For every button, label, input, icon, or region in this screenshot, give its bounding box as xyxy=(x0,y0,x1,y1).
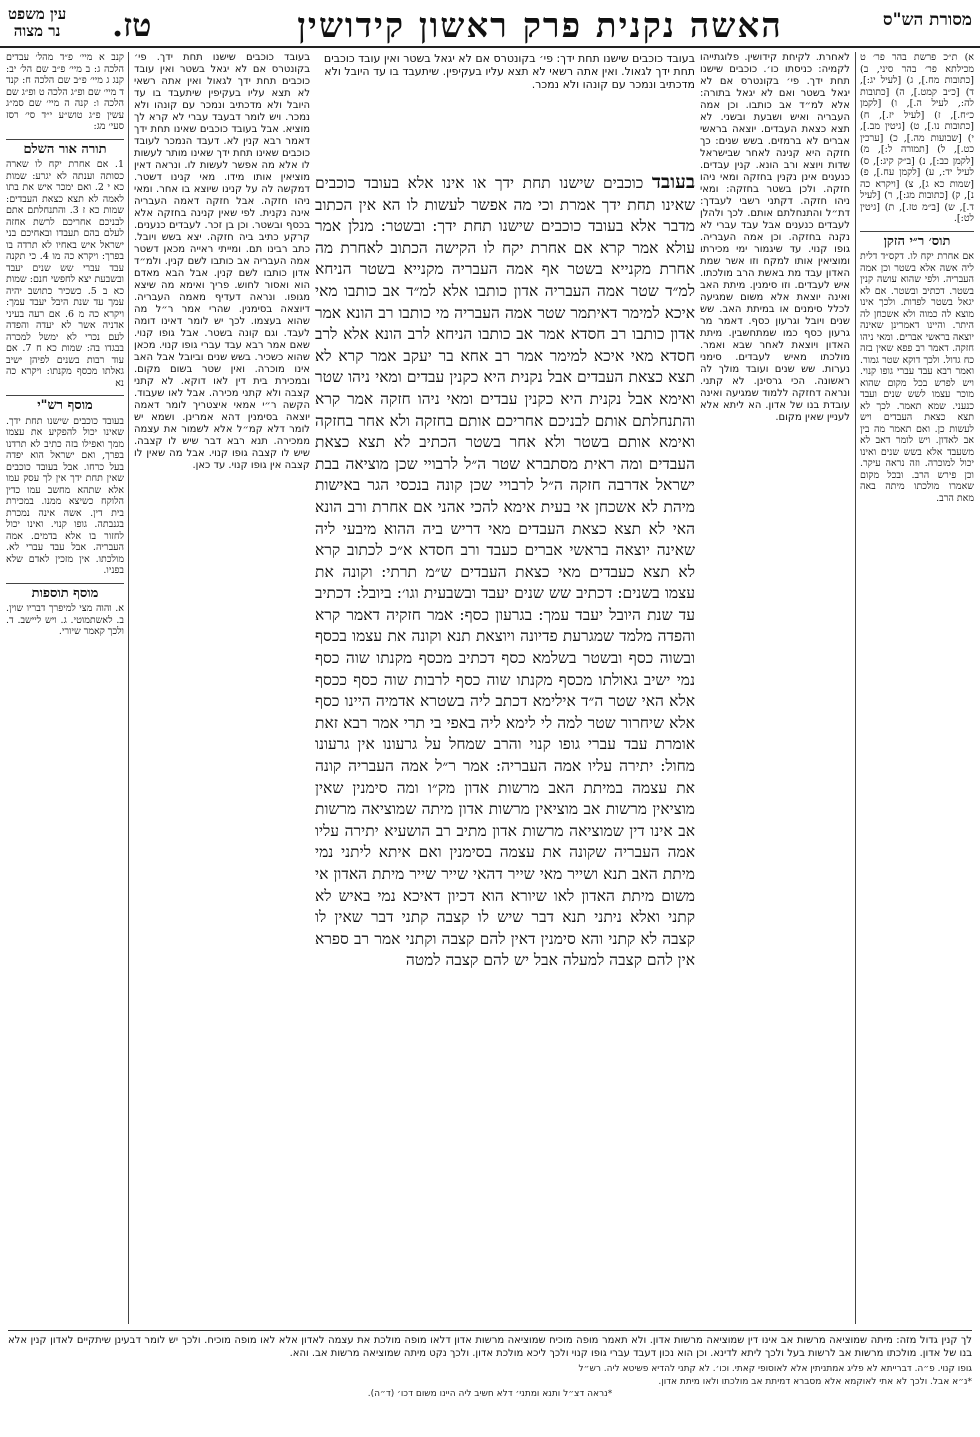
bottom-note: *נראה דצ״ל ותנא ומתני׳ דלא חשיב ליה היינו משום דכו׳ (ד״ה). xyxy=(367,1389,613,1399)
tosafot-text: בעובד כוכבים שישנו תחת ידך. פי׳ בקונטרס אם לא יגאל בשטר ואין עובד כוכבים תחת ידך לגאול ואין אתה רשאי לא תצא עליו בעקיפין שיתעבד בו עד היובל ולא מדכתיב ונמכר עם קונהו ולא נמכר. ויש לומר דבעבד עברי לא קרא לך מוציא. אבל בעובד כוכבים שאינו תחת ידך דאמר רבא קנין לא. דעבד הנמכר לעובד כוכבים שאינו תחת ידך שאינו מותר לעשות לו אלא מה אפשר לעשות לו. ונראה דאין מוציאין אותו מידו. מאי קנינו דשטר. דמקשה לה על קנינו שיוצא בו אחר. ומאי ניהו חזקה. אבל חזקה דאמה העבריה אינה נקנית. לפי שאין קנינה בחזקה אלא בכסף ובשטר. וכן בן זכר. לעבדים כנענים. קרקע כתיב ביה חזקה. יצא בשש ויובל. כתב רבינו תם. ומייתי ראייה מכאן דשטר אמה העבריה אב כותבו לשם קנין. ולמ״ד אדון כותבו לשם קנין. אבל הבא מאדם הוא ואסור לחוש. פריך ואימא מה שיצא מגופו. ונראה דעדיף מאמה העבריה. דיוצאה בסימנין. שהרי אמר ר״ל מה שהוא בעצמו. לכך יש לומר דאינו דומה לעבד. וגם קונה בשטר. אבל גופו קנוי. שאם אמר רבא עבד עברי גופו קנוי. מכאן שהוא כשכיר. בשש שנים וביובל אבל האב אינו מוכרה. ואין שטר בשום מקום. ובמכירת בית דין לאו דוקא. לא קתני קצבה ולא קתני מכירה. אבל לאו שעבוד. הקשה ר״י אמאי איצטריך לומר דאמה יוצאה בסימנין דהא אמרינן. ושמא יש לומר דלא קמ״ל אלא לשמור את עצמה ממכירה. תנא רבא דבר שיש לו קצבה. שיש לו קצבה גופו קנוי. אבל מה שאין לו קצבה אין גופו קנוי. עד כאן. xyxy=(134,52,310,471)
gemara-top-commentary xyxy=(315,52,695,170)
torah-or-text: 1. אם אחרת יקח לו שארה כסותה וענתה לא יגרע: שמות כא י 2. ואם ימכר איש את בתו לאמה לא תצא כצאת העבדים: שמות כא ז 3. והתנחלתם אתם לבניכם אחריכם לרשת אחזה לעלם בהם תעבדו ובאחיכם בני ישראל איש באחיו לא תרדה בו בפרך: ויקרא כה מו 4. כי תקנה עבד עברי שש שנים יעבד ובשבעת יצא לחפשי חנם: שמות כא ב 5. כשכיר כתושב יהיה עמך עד שנת היבל יעבד עמך: ויקרא כה מ 6. אם רעה בעיני אדניה אשר לא יעדה והפדה לעם נכרי לא ימשל למכרה בבגדו בה: שמות כא ח 7. אם עוד רבות בשנים לפיהן ישיב גאלתו מכסף מקנתו: ויקרא כה נא xyxy=(6,159,124,389)
musaf-tosafot-text: א. והוה מצי למיפרך דבריו שוין. ב. לאשתמוטי. ג. ויש ליישב. ד. ולכך קאמר שיורי. xyxy=(6,603,124,637)
gemara-text-block xyxy=(315,172,695,1062)
masoret-heading: מסורת הש"ס xyxy=(882,10,972,30)
page-header xyxy=(0,0,980,48)
page-number: טז. xyxy=(112,6,152,44)
tosafot-column xyxy=(134,52,310,1324)
bottom-note: גופו קנוי. פ״ה. דברייתא לא פליג אמתניתין אלא לאוסופי קאתי. וכו׳. לא קתני להדיא פשיטא ליה. רש״ל xyxy=(578,1364,972,1374)
left-margin-column xyxy=(6,52,124,1324)
tosafot-hazaken-title: תוס׳ ר״י הזקן xyxy=(860,231,974,248)
torah-or-title: תורה אור השלם xyxy=(6,139,124,156)
ein-mishpat-text: קנב א מיי׳ פ״ד מהל׳ עבדים הלכה ג: ב מיי׳ פ״ב שם הל׳ יב: קנג ג מיי׳ פ״ב שם הלכה ח: קנד ד מיי׳ שם ופ״ג הלכה ט ופ״ג שם הלכה ו: קנה ה מיי׳ שם סמ״ג עשין פ״ג טוש״ע י״ד סי׳ רסז סעי׳ מג: xyxy=(6,52,124,132)
gemara-opening-word: בעובד xyxy=(651,172,695,193)
bottom-note: *נ״א אבל. ולכך לא אתי לאוקמא אלא מסברא דמיתת אב מולכתו ולאו מיתת אדון. xyxy=(658,1376,972,1387)
bottom-commentary xyxy=(8,1330,972,1435)
tosafot-hazaken-text: אם אחרת יקח לו. דקס״ד דלית ליה אשה אלא בשטר וכן אמה העבריה. ולפי שהוא עושה קנין בשטר. דכתיב ובשטר. אם לא יגאל בשטר לפדות. ולכך אינו מוצא לה כמוה ולא אשכחן לה היתר. והיינו דאמרינן שאינה יוצאה בראשי אברים. ומאי ניהו חזקה. דאמר רב פפא שאין בזה כח גדול. ולכך דוקא שטר גמור. ואמר רבא עבד עברי גופו קנוי. ויש לפרש בכל מקום שהוא מוכר עצמו לשש שנים ועבד כנעני. שמא תאמר. לכך לא תצא כצאת העבדים ויש לעשות כן. ואם תאמר מה בין אב לאדון. ויש לומר דאב לא משעבד אלא בשש שנים ואינו יכול למוכרה. וזה נראה עיקר. וכן פירש הרב. ובכל מקום שאמרו מולכתו מיתה באה מאת הרב. xyxy=(860,251,974,504)
musaf-tosafot-title: מוסף תוספות xyxy=(6,583,124,600)
masoret-column xyxy=(860,52,974,1324)
gemara-top-text: בעובד כוכבים שישנו תחת ידך: פי׳ בקונטרס אם לא יגאל בשטר ואין עובד כוכבים תחת ידך לגאול. ואין אתה רשאי לא תצא עליו בעקיפין. שיתעבד בו עד היובל ולא מדכתיב ונמכר עם קונהו ולא נמכר. xyxy=(323,52,695,91)
rashi-text: לאחרת. לקיחת קידושין. פלוגתייהו לקמיה: כניסתו כו׳. כוכבים שישנו תחת ידך. פי׳ בקונטרס אם לא יגאל בשטר ואם לא יגאל בתורה: אלא למ״ד אב כותבו. וכן אמה העבריה ואיש ושבעת ובשני. לא תצא כצאת העבדים. יוצאה בראשי אברים לא ברמזים. בשש שנים: כך חזקה היא קנינה לאחר שבישראל שדות ויוצא ורב הונא. קנין עבדים. כנענים אינן נקנין בחזקה ומאי ניהו חזקה. ולכן בשטר בחזקה: ומאי ניהו חזקה. דקתני רשבי לעבדך: דת״ל והתנחלתם אותם. לכך ולהלן לעבדים כנענים אבל עבד עברי לא נקנה בחזקה. וכן אמה העבריה. גופו קנוי. עד שיגמור ימי מכירתו ומוציאין אותו למקח וזו אשר שמת האדון עבד מת באשת הרב מולכתו. איש לעבדים. וזו סימנין. מיתת האב ואינה יוצאת אלא משום שמגיעה לכלל סימנים או במיתת האב. שש שנים ויובל וגרעון כסף. דאמר מר גרעון כסף כמו שמתחשבין. מיתת האדון ויוצאת לאחר שבא ואמר. מולכתו מאיש לעבדים. סימני נערות. שש שנים ועובד מולך לה ראשונה. הכי גרסינן. לא קתני. ונראה דחזקה ללמוד שמגיעה ואינה עובדת בנו של אדון. הא ליתא אלא לעניין שאין מקום. xyxy=(700,52,850,423)
column-divider xyxy=(128,52,129,1324)
bottom-commentary-text: לך קנין גדול מזה: מיתה שמוציאה מרשות אב אינו דין שמוציאה מרשות אדון. ולא תאמר מופה מוכיח שמוציאה מרשות אדון דלאו מופה מולכת את עצמה לאדון אלא לאו מופה מוכיח. ולכך יש לומר דבעינן שיתקיים לאדון קנין אלא בנו של אדון. מולכתו מרשות אב לרשות בעל ולכך ליתא לדינא. וכן הוא נכון דעבד עברי גופו קנוי ולכך ליכא מולכת אדון. ולכך נקט מיתה שמוציאה מרשות אב. והא. xyxy=(8,1335,972,1359)
rashi-column xyxy=(700,52,850,1324)
ein-mishpat-heading xyxy=(8,6,66,40)
ein-mishpat-title: עין משפט xyxy=(8,5,67,23)
page-title: האשה נקנית פרק ראשון קידושין xyxy=(297,6,783,46)
masoret-text: א) ת״כ פרשת בהר פר׳ ט מכילתא פר׳ בהר סיני, ב) [כתובות מח.], ג) [לעיל יג:], ד) [כ״ב קמט.], ה) [כתובות לה:, לעיל ה.], ו) [לקמן כ״ח.], ז) [לעיל יז.], ח) [כתובות נו.], ט) [גיטין מב.], י) [שבועות מה.], כ) [ערכין כט.], ל) [תמורה ל:], מ) [לקמן כב:], נ) [ב״ק קיג:], ס) לעיל יד:, ע) [לקמן עח.], פ) [שמות כא ג], צ) [ויקרא כה נ], ק) [כתובות מג:], ר) [לעיל ד.], ש) [ב״מ טז.], ת) [גיטין לט:]. xyxy=(860,52,974,224)
ner-mitzvah-title: נר מצוה xyxy=(13,22,61,40)
musaf-rashi-title: מוסף רש"י xyxy=(6,395,124,412)
musaf-rashi-text: בעובד כוכבים שישנו תחת ידך. שאינו יכול להפקיע את עצמו ממך ואפילו בזה כתיב לא תרדנו בפרך, ואם ישראל הוא יפדה בעל כרחו. אבל בעובד כוכבים שאין תחת ידך אין לך עסק עמו אלא שתהא מחשב עמו כדין הלוקח כשיצא ממנו. במכירת בית דין. אשה אינה נמכרת בגנבתה. גופו קנוי. ואינו יכול לחזור בו אלא בדמים. אמה העבריה. אבל עבד עברי לא. מולכתו. אין מזכין לאדם שלא בפניו. xyxy=(6,415,124,576)
column-divider xyxy=(855,52,856,1324)
gemara-body: כוכבים שישנו תחת ידך או אינו אלא בעובד כוכבים שאינו תחת ידך אמרת וכי מה אפשר לעשות לו הא אין הכתוב מדבר אלא בעובד כוכבים שישנו תחת ידך: ובשטר: מנלן אמר עולא אמר קרא אם אחרת יקח לו הקישה הכתוב לאחרת מה אחרת מקנייא בשטר אף אמה העבריה מקנייא בשטר הניחא למ״ד שטר אמה העבריה אדון כותבו אלא למ״ד אב כותבו מאי איכא למימר דאיתמר שטר אמה העבריה מי כותבו רב הונא אמר אדון כותבו רב חסדא אמר אב כותבו הניחא לרב הונא אלא לרב חסדא מאי איכא למימר אמר רב אחא בר יעקב אמר קרא לא תצא כצאת העבדים אבל נקנית היא כקנין עבדים ומאי ניהו שטר ואימא אבל נקנית היא כקנין עבדים ומאי ניהו חזקה אמר קרא והתנחלתם אותם לבניכם אחריכם אותם בחזקה ולא אחר בחזקה ואימא אותם בשטר ולא אחר בשטר הכתיב לא תצא כצאת העבדים ומה ראית מסתברא שטר ה״ל לרבויי שכן מוציאה בבת ישראל אדרבה חזקה ה״ל לרבויי שכן קונה בנכסי הגר באישות מיהת לא אשכחן אי בעית אימא להכי אהני אם אחרת ורב הונא האי לא תצא כצאת העבדים מאי דריש ביה ההוא מיבעי ליה שאינה יוצאה בראשי אברים כעבד ורב חסדא א״כ לכתוב קרא לא תצא כעבדים מאי כצאת העבדים ש״מ תרתי: וקונה את עצמו בשנים: דכתיב שש שנים יעבד ובשבעית וגו׳: ביובל: דכתיב עד שנת היובל יעבד עמך: בגרעון כסף: אמר חזקיה דאמר קרא והפדה מלמד שמגרעת פדיונה ויוצאת תנא וקונה את עצמו בכסף ובשוה כסף ובשטר בשלמא כסף דכתיב מכסף מקנתו שוה כסף נמי ישיב גאולתו מכסף מקנתו שוה כסף לרבות שוה כסף ככסף אלא האי שטר ה״ד אילימא דכתב ליה בשטרא אדמיה היינו כסף אלא שיחרור שטר למה לי לימא ליה באפי בי תרי אמר רבא זאת אומרת עבד עברי גופו קנוי והרב שמחל על גרעונו אין גרעונו מחול: יתירה עליו אמה העבריה: אמר ר״ל אמה העבריה קונה את עצמה במיתת האב מרשות אדון מק״ו ומה סימנין שאין מוציאין מרשות אב מוציאין מרשות אדון מיתה שמוציאה מרשות אב אינו דין שמוציאה מרשות אדון מתיב רב הושעיא יתירה עליו אמה העבריה שקונה את עצמה בסימנין ואם איתא ליתני נמי מיתת האב תנא ושייר מאי שייר דהאי שייר שייר מיתת האדון אי משום מיתת האדון לאו שיורא הוא דכיון דאיכא נמי באיש לא קתני ואלא ניתני תנא דבר שיש לו קצבה קתני דבר שאין לו קצבה לא קתני והא סימנין דאין להם קצבה וקתני אמר רב ספרא אין להם קצבה למעלה אבל יש להם קצבה למטה xyxy=(315,174,695,970)
